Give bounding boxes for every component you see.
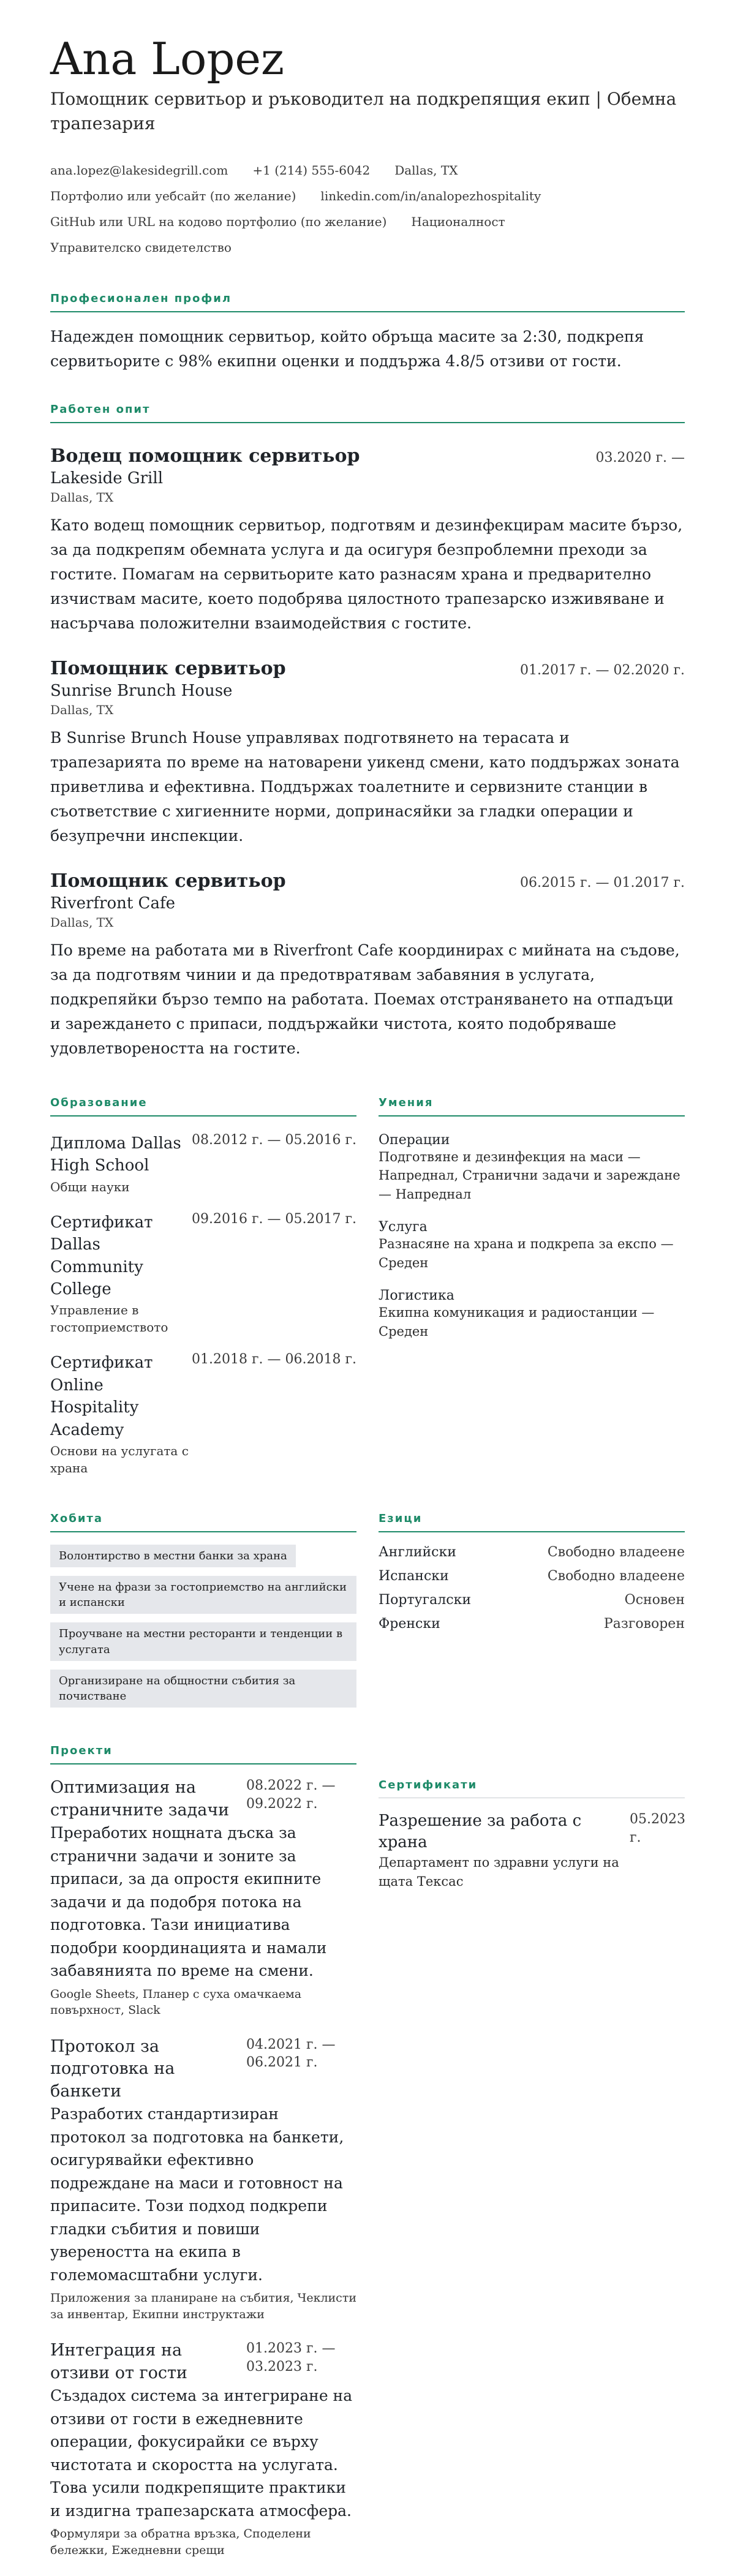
project-entry [50, 2036, 356, 2323]
project-entry [50, 1777, 356, 2019]
projects-certificates-row [50, 1744, 685, 2558]
contact-license: Управителско свидетелство [50, 239, 232, 255]
job-entry [50, 445, 685, 636]
project-description: Разработих стандартизиран протокол за подготовка на банкети, осигурявайки ефективно подреждане на маси и готовност на припасите. Този подход подкрепи гладки събития и повиши увереността на екипа в големомасштабни услуги. [50, 2105, 344, 2284]
section-title: Професионален профил [50, 292, 685, 312]
hobbies-languages-row [50, 1512, 685, 1716]
skill-detail: Подготвяне и дезинфекция на маси — Напреднал, Странични задачи и зареждане — Напреднал [379, 1149, 680, 1202]
contact-nationality: Националност [411, 214, 505, 229]
projects-section [50, 1744, 356, 2558]
hobby-tag: Проучване на местни ресторанти и тенденции в услугата [50, 1622, 356, 1660]
job-dates: 06.2015 г. — 01.2017 г. [520, 875, 685, 891]
contact-row [50, 238, 685, 257]
skill-detail: Разнасяне на храна и подкрепа за експо — Среден [379, 1237, 674, 1270]
job-dates: 03.2020 г. — [595, 450, 685, 465]
project-title: Интеграция на отзиви от гости [50, 2341, 187, 2382]
job-dates: 01.2017 г. — 02.2020 г. [520, 662, 685, 678]
job-entry [50, 870, 685, 1061]
section-title: Работен опит [50, 403, 685, 423]
language-level: Свободно владеене [547, 1568, 685, 1584]
education-entry [50, 1352, 356, 1477]
profile-section [50, 292, 685, 374]
language-name: Испански [379, 1568, 449, 1584]
project-dates: 01.2023 г. — 03.2023 г. [246, 2341, 336, 2375]
language-name: Френски [379, 1616, 440, 1632]
project-description: Създадох система за интегриране на отзиви от гости в ежедневните операции, фокусирайки се върху чистотата и скоростта на услугата. Това усили подкрепящите практики и издигна трапезарската атмосфера. [50, 2387, 353, 2520]
education-degree: Сертификат Dallas Community College [50, 1213, 153, 1298]
education-entry [50, 1132, 356, 1196]
section-title: Хобита [50, 1512, 356, 1532]
project-title: Оптимизация на страничните задачи [50, 1778, 230, 1820]
project-tools: Приложения за планиране на събития, Чеклисти за инвентар, Екипни инструктажи [50, 2291, 356, 2321]
candidate-name: Ana Lopez [50, 33, 284, 85]
certificate-issuer: Департамент по здравни услуги на щата Тексас [379, 1855, 619, 1889]
candidate-headline: Помощник сервитьор и ръководител на подкрепящия екип | Обемна трапезария [50, 88, 677, 134]
section-title: Умения [379, 1096, 685, 1117]
contact-github[interactable]: GitHub или URL на кодово портфолио (по желание) [50, 214, 387, 229]
experience-section [50, 403, 685, 1061]
skill-category: Логистика [379, 1288, 454, 1304]
skill-detail: Екипна комуникация и радиостанции — Среден [379, 1305, 655, 1339]
job-company: Sunrise Brunch House [50, 681, 233, 700]
language-name: Английски [379, 1544, 456, 1560]
contact-portfolio[interactable]: Портфолио или уебсайт (по желание) [50, 188, 296, 203]
contact-location: Dallas, TX [394, 162, 458, 178]
education-skills-row [50, 1096, 685, 1477]
job-entry [50, 658, 685, 848]
job-title: Помощник сервитьор [50, 870, 286, 892]
job-location: Dallas, TX [50, 914, 114, 930]
language-level: Свободно владеене [547, 1544, 685, 1560]
education-dates: 08.2012 г. — 05.2016 г. [192, 1132, 356, 1148]
language-level: Основен [624, 1592, 685, 1608]
job-location: Dallas, TX [50, 702, 114, 717]
hobbies-section [50, 1512, 356, 1716]
job-company: Riverfront Cafe [50, 894, 175, 913]
resume-header [50, 34, 685, 137]
project-tools: Формуляри за обратна връзка, Споделени бележки, Ежедневни срещи [50, 2527, 311, 2557]
education-field: Основи на услугата с храна [50, 1443, 189, 1475]
job-company: Lakeside Grill [50, 469, 164, 488]
contact-row [50, 187, 685, 205]
contact-row [50, 161, 685, 179]
project-entry [50, 2340, 356, 2558]
contact-row [50, 213, 685, 231]
hobby-tag: Организиране на общностни събития за почистване [50, 1670, 356, 1708]
education-dates: 01.2018 г. — 06.2018 г. [192, 1352, 356, 1368]
certificates-section [379, 1744, 685, 2558]
job-title: Водещ помощник сервитьор [50, 445, 360, 467]
skills-section [379, 1096, 685, 1477]
contact-phone[interactable]: +1 (214) 555-6042 [252, 162, 371, 178]
education-degree: Сертификат Online Hospitality Academy [50, 1354, 153, 1439]
job-location: Dallas, TX [50, 489, 114, 505]
section-title: Сертификати [379, 1779, 685, 1798]
section-title: Образование [50, 1096, 356, 1117]
contact-linkedin[interactable]: linkedin.com/in/analopezhospitality [320, 188, 541, 203]
skill-category: Операции [379, 1132, 450, 1148]
job-title: Помощник сервитьор [50, 657, 286, 679]
skill-entry [379, 1288, 685, 1341]
contact-block [50, 161, 685, 257]
language-entry [379, 1616, 685, 1632]
certificate-date: 05.2023 г. [630, 1812, 685, 1845]
certificate-entry [379, 1810, 685, 1891]
education-field: Управление в гостоприемството [50, 1303, 168, 1335]
section-title: Проекти [50, 1744, 356, 1764]
skill-entry [379, 1219, 685, 1272]
language-entry [379, 1569, 685, 1584]
education-section [50, 1096, 356, 1477]
skill-category: Услуга [379, 1219, 428, 1235]
language-level: Разговорен [603, 1616, 685, 1632]
project-tools: Google Sheets, Планер с суха омачкаема повърхност, Slack [50, 1987, 302, 2017]
certificate-name: Разрешение за работа с храна [379, 1812, 582, 1852]
section-title: Езици [379, 1512, 685, 1532]
contact-email[interactable]: ana.lopez@lakesidegrill.com [50, 162, 228, 178]
hobby-tag: Волонтирство в местни банки за храна [50, 1545, 296, 1567]
education-degree: Диплома Dallas High School [50, 1134, 181, 1175]
hobby-tag: Учене на фрази за гостоприемство на английски и испански [50, 1576, 356, 1614]
education-field: Общи науки [50, 1179, 130, 1194]
project-title: Протокол за подготовка на банкети [50, 2036, 175, 2101]
language-entry [379, 1592, 685, 1608]
project-dates: 08.2022 г. — 09.2022 г. [246, 1778, 336, 1812]
project-dates: 04.2021 г. — 06.2021 г. [246, 2036, 336, 2071]
profile-text: Надежден помощник сервитьор, който обръща масите за 2:30, подкрепя сервитьорите с 98% екипни оценки и поддържа 4.8/5 отзиви от гости. [50, 327, 644, 370]
job-description: Като водещ помощник сервитьор, подготвям и дезинфекцирам масите бързо, за да подкрепям обемната услуга и да осигуря безпроблемни преходи за гостите. Помагам на сервитьорите като разнасям храна и предварително изчиствам масите, което подобрява цялостното трапезарско изживяване и насърчава положителни взаимодействия с гостите. [50, 516, 683, 632]
education-entry [50, 1211, 356, 1336]
languages-section [379, 1512, 685, 1716]
language-entry [379, 1545, 685, 1560]
education-dates: 09.2016 г. — 05.2017 г. [192, 1211, 356, 1227]
language-name: Португалски [379, 1592, 471, 1608]
skill-entry [379, 1132, 685, 1203]
job-description: В Sunrise Brunch House управлявах подготвянето на терасата и трапезарията по време на натоварени уикенд смени, като поддържах зоната приветлива и ефективна. Поддържах тоалетните и сервизните станции в съответствие с хигиенните норми, допринасяйки за гладки операции и безупречни инспекции. [50, 728, 680, 845]
job-description: По време на работата ми в Riverfront Cafe координирах с мийната на съдове, за да подготвям чинии и да предотвратявам забавяния в услугата, подкрепяйки бързо темпо на работата. Поемах отстраняването на отпадъци и зареждането с припаси, поддържайки чистота, която подобряваше удовлетвореността на гостите. [50, 941, 680, 1057]
project-description: Преработих нощната дъска за странични задачи и зоните за припаси, за да опростя екипните задачи и да подобря потока на подготовка. Тази инициатива подобри координацията и намали забавянията по време на смени. [50, 1824, 327, 1980]
